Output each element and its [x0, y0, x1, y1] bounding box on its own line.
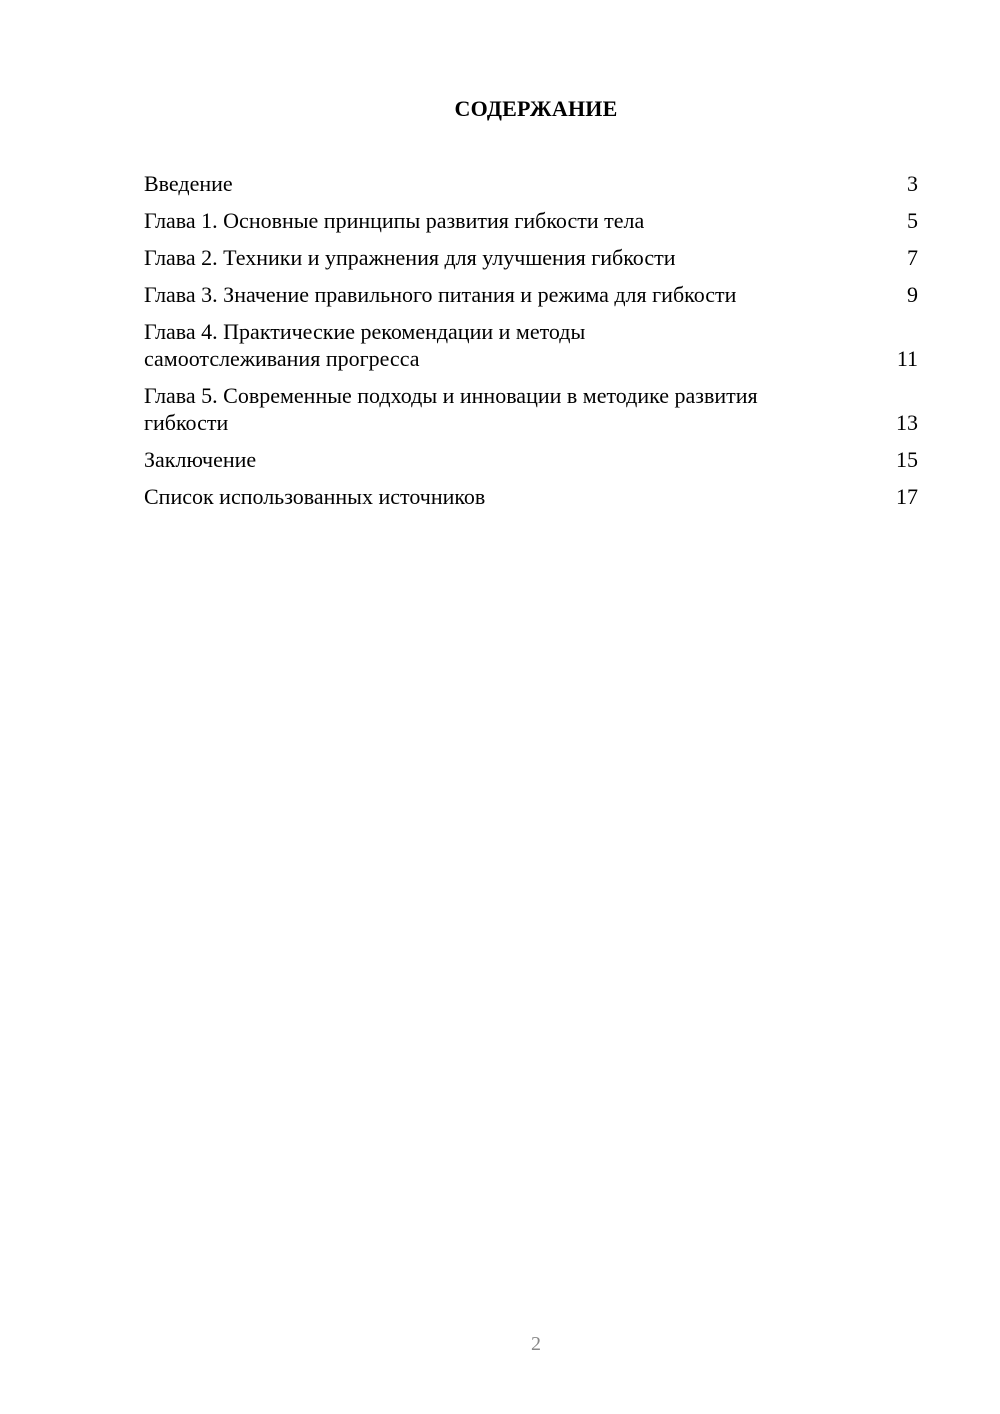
toc-entry-page: 11 [896, 346, 918, 371]
toc-entry-chapter-2[interactable] [144, 244, 918, 271]
toc-entry-page: 17 [896, 484, 918, 509]
toc-entry-title: Глава 3. Значение правильного питания и режима для гибкости [144, 282, 737, 307]
toc-entry-title: Введение [144, 171, 233, 196]
toc-entry-references[interactable] [144, 483, 918, 510]
toc-entry-title: Глава 5. Современные подходы и инновации в методике развития гибкости [144, 383, 758, 435]
toc-entry-page: 7 [907, 245, 918, 270]
table-of-contents [144, 170, 918, 520]
toc-entry-chapter-4[interactable] [144, 318, 918, 372]
toc-entry-title: Заключение [144, 447, 257, 472]
toc-entry-page: 9 [907, 282, 918, 307]
toc-entry-page: 15 [896, 447, 918, 472]
toc-entry-title: Глава 2. Техники и упражнения для улучшения гибкости [144, 245, 676, 270]
toc-entry-chapter-3[interactable] [144, 281, 918, 308]
toc-entry-page: 13 [896, 410, 918, 435]
toc-entry-title: Список использованных источников [144, 484, 486, 509]
toc-entry-chapter-5[interactable] [144, 382, 918, 436]
toc-entry-title: Глава 1. Основные принципы развития гибкости тела [144, 208, 645, 233]
toc-heading: СОДЕРЖАНИЕ [454, 96, 618, 121]
page-number: 2 [531, 1333, 541, 1355]
toc-entry-page: 3 [907, 171, 918, 196]
toc-entry-introduction[interactable] [144, 170, 918, 197]
toc-entry-chapter-1[interactable] [144, 207, 918, 234]
toc-entry-title: Глава 4. Практические рекомендации и методы самоотслеживания прогресса [144, 319, 586, 371]
toc-entry-conclusion[interactable] [144, 446, 918, 473]
toc-entry-page: 5 [907, 208, 918, 233]
